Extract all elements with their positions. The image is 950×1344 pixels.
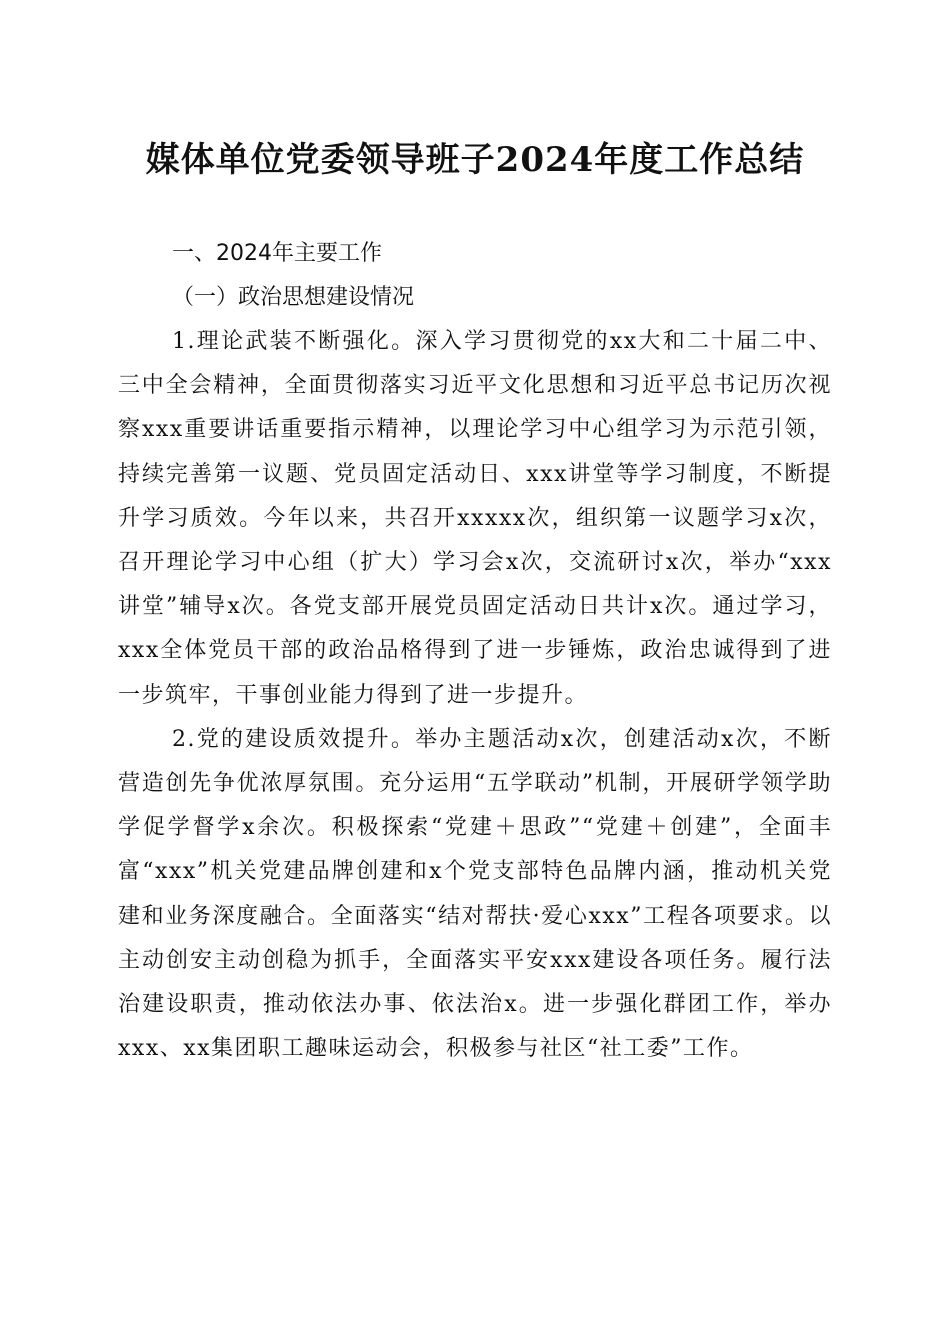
subsection-heading: （一）政治思想建设情况	[172, 285, 415, 310]
document-body	[118, 232, 832, 1071]
document-title: 媒体单位党委领导班子2024年度工作总结	[145, 140, 805, 180]
section-heading: 一、2024年主要工作	[172, 241, 382, 266]
paragraph-theory-study: 1.理论武装不断强化。深入学习贯彻党的xx大和二十届二中、三中全会精神，全面贯彻落实习近平文化思想和习近平总书记历次视察xxx重要讲话重要指示精神，以理论学习中心组学习为示范引领，持续完善第一议题、党员固定活动日、xxx讲堂等学习制度，不断提升学习质效。今年以来，共召开xxxxx次，组织第一议题学习x次，召开理论学习中心组（扩大）学习会x次，交流研讨x次，举办“xxx讲堂”辅导x次。各党支部开展党员固定活动日共计x次。通过学习，xxx全体党员干部的政治品格得到了进一步锤炼，政治忠诚得到了进一步筑牢，干事创业能力得到了进一步提升。	[118, 329, 832, 708]
paragraph-party-building: 2.党的建设质效提升。举办主题活动x次，创建活动x次，不断营造创先争优浓厚氛围。充分运用“五学联动”机制，开展研学领学助学促学督学x余次。积极探索“党建＋思政”“党建＋创建”，全面丰富“xxx”机关党建品牌创建和x个党支部特色品牌内涵，推动机关党建和业务深度融合。全面落实“结对帮扶·爱心xxx”工程各项要求。以主动创安主动创稳为抓手，全面落实平安xxx建设各项任务。履行法治建设职责，推动依法办事、依法治x。进一步强化群团工作，举办xxx、xx集团职工趣味运动会，积极参与社区“社工委”工作。	[118, 726, 832, 1062]
